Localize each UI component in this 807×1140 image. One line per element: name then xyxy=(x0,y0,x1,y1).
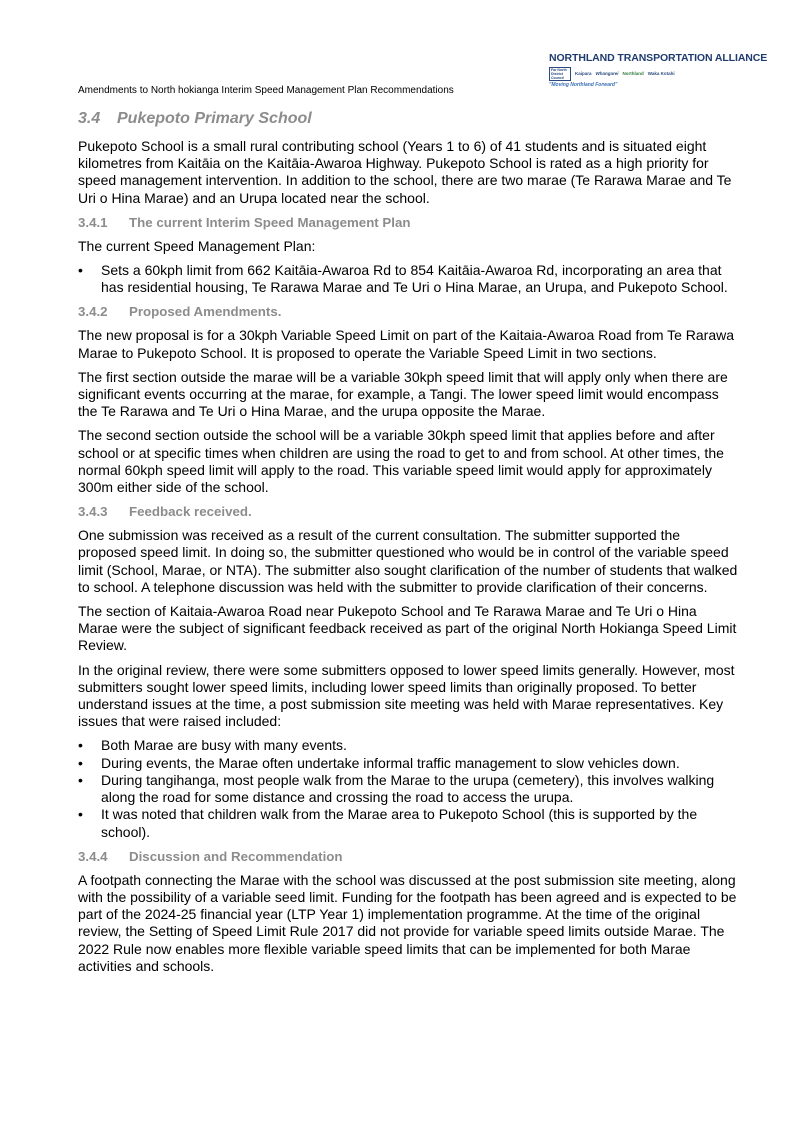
subsection-heading xyxy=(78,303,738,321)
paragraph: One submission was received as a result of the current consultation. The submitter supported the proposed speed limit. In doing so, the submitter questioned who would be in control of the variable speed limit (School, Marae, or NTA). The submitter also sought clarification of the number of students that walked to school. A telephone discussion was held with the submitter to provide clarification of their concerns. xyxy=(78,527,738,595)
partner-logo: Kaipara xyxy=(575,71,592,76)
subsection-title: Feedback received. xyxy=(129,504,252,520)
section-title: Pukepoto Primary School xyxy=(117,110,312,127)
subsection-number: 3.4.1 xyxy=(78,214,108,230)
paragraph: The section of Kaitaia-Awaroa Road near Pukepoto School and Te Rarawa Marae and Te Uri o Hina Marae were the subject of significant feedback received as part of the original North Hokianga Speed Limit Review. xyxy=(78,603,737,654)
section-intro: Pukepoto School is a small rural contributing school (Years 1 to 6) of 41 students and is situated eight kilometres from Kaitāia on the Kaitāia-Awaroa Highway. Pukepoto School is rated as a high priority for speed management intervention. In addition to the school, there are two marae (Te Rarawa Marae and Te Uri o Hina Marae) and an Urupa located near the school. xyxy=(78,138,732,206)
nta-logo xyxy=(549,52,768,94)
partner-logo: Northland xyxy=(622,71,644,76)
subsection-title: Discussion and Recommendation xyxy=(129,848,343,864)
bullet-list xyxy=(78,737,738,840)
logo-title-part2: ALLIANCE xyxy=(714,52,768,64)
subsection-number: 3.4.3 xyxy=(78,504,108,520)
list-item-text: Sets a 60kph limit from 662 Kaitāia-Awaroa Rd to 854 Kaitāia-Awaroa Rd, incorporating an area that has residential housing, Te Rarawa Marae and Te Uri o Hina Marae, an Urupa, and Pukepoto School. xyxy=(101,262,728,296)
list-item xyxy=(78,262,738,296)
bullet-list xyxy=(78,262,738,296)
list-item xyxy=(78,772,738,806)
list-item xyxy=(78,755,738,772)
paragraph: The first section outside the marae will be a variable 30kph speed limit that will apply only when there are significant events occurring at the marae, for example, a Tangi. The lower speed limit would encompass the Te Rarawa and Te Uri o Hina Marae, and the urupa opposite the Marae. xyxy=(78,368,728,420)
logo-partners xyxy=(549,67,724,81)
list-item-text: During events, the Marae often undertake informal traffic management to slow vehicles down. xyxy=(101,754,680,771)
logo-tagline: "Moving Northland Forward" xyxy=(549,82,618,88)
document-body xyxy=(78,108,738,982)
paragraph: The second section outside the school will be a variable 30kph speed limit that applies before and after school or at specific times when children are using the road to get to and from school. At other times, the normal 60kph speed limit will apply to the road. This variable speed limit would apply for approximately 300m either side of the school. xyxy=(78,427,724,496)
list-item-text: During tangihanga, most people walk from the Marae to the urupa (cemetery), this involves walking along the road for some distance and crossing the road to access the urupa. xyxy=(101,771,715,806)
list-item-text: It was noted that children walk from the Marae area to Pukepoto School (this is supported by the school). xyxy=(101,806,698,840)
running-header: Amendments to North hokianga Interim Speed Management Plan Recommendations xyxy=(78,85,454,96)
subsection-number: 3.4.4 xyxy=(78,848,108,864)
section-number: 3.4 xyxy=(78,110,101,127)
list-item-text: Both Marae are busy with many events. xyxy=(101,737,347,754)
bullet-icon: • xyxy=(78,737,83,754)
partner-logo: Far North District Council xyxy=(549,67,571,81)
list-item xyxy=(78,737,738,754)
bullet-icon: • xyxy=(78,262,83,279)
paragraph: The current Speed Management Plan: xyxy=(78,237,316,254)
paragraph: A footpath connecting the Marae with the school was discussed at the post submission site meeting, along with the possibility of a variable seed limit. Funding for the footpath has been agreed and is expected to be part of the 2024-25 financial year (LTP Year 1) implementation programme. At the time of the original review, the Setting of Speed Limit Rule 2017 did not provide for variable speed limits outside Marae. The 2022 Rule now enables more flexible variable speed limits that can be implemented for both Marae activities and schools. xyxy=(78,871,737,974)
logo-title-part1: NORTHLAND TRANSPORTATION xyxy=(549,52,713,64)
partner-logo: Whangarei xyxy=(595,71,619,76)
subsection-heading xyxy=(78,848,738,866)
partner-logo: Waka Kotahi xyxy=(647,71,675,76)
paragraph: The new proposal is for a 30kph Variable Speed Limit on part of the Kaitaia-Awaroa Road from Te Rarawa Marae to Pukepoto School. It is proposed to operate the Variable Speed Limit in two sections. xyxy=(78,327,735,361)
list-item xyxy=(78,806,738,840)
subsection-title: The current Interim Speed Management Plan xyxy=(129,214,411,230)
paragraph: In the original review, there were some submitters opposed to lower speed limits generally. However, most submitters sought lower speed limits, including lower speed limits than originally proposed. To better understand issues at the time, a post submission site meeting was held with Marae representatives. Key issues that were raised included: xyxy=(78,661,735,730)
bullet-icon: • xyxy=(78,754,83,771)
logo-title xyxy=(549,52,768,64)
subsection-title: Proposed Amendments. xyxy=(129,304,282,320)
subsection-number: 3.4.2 xyxy=(78,304,108,320)
bullet-icon: • xyxy=(78,771,83,788)
section-heading xyxy=(78,108,738,130)
subsection-heading xyxy=(78,503,738,521)
subsection-heading xyxy=(78,214,738,232)
bullet-icon: • xyxy=(78,806,83,823)
